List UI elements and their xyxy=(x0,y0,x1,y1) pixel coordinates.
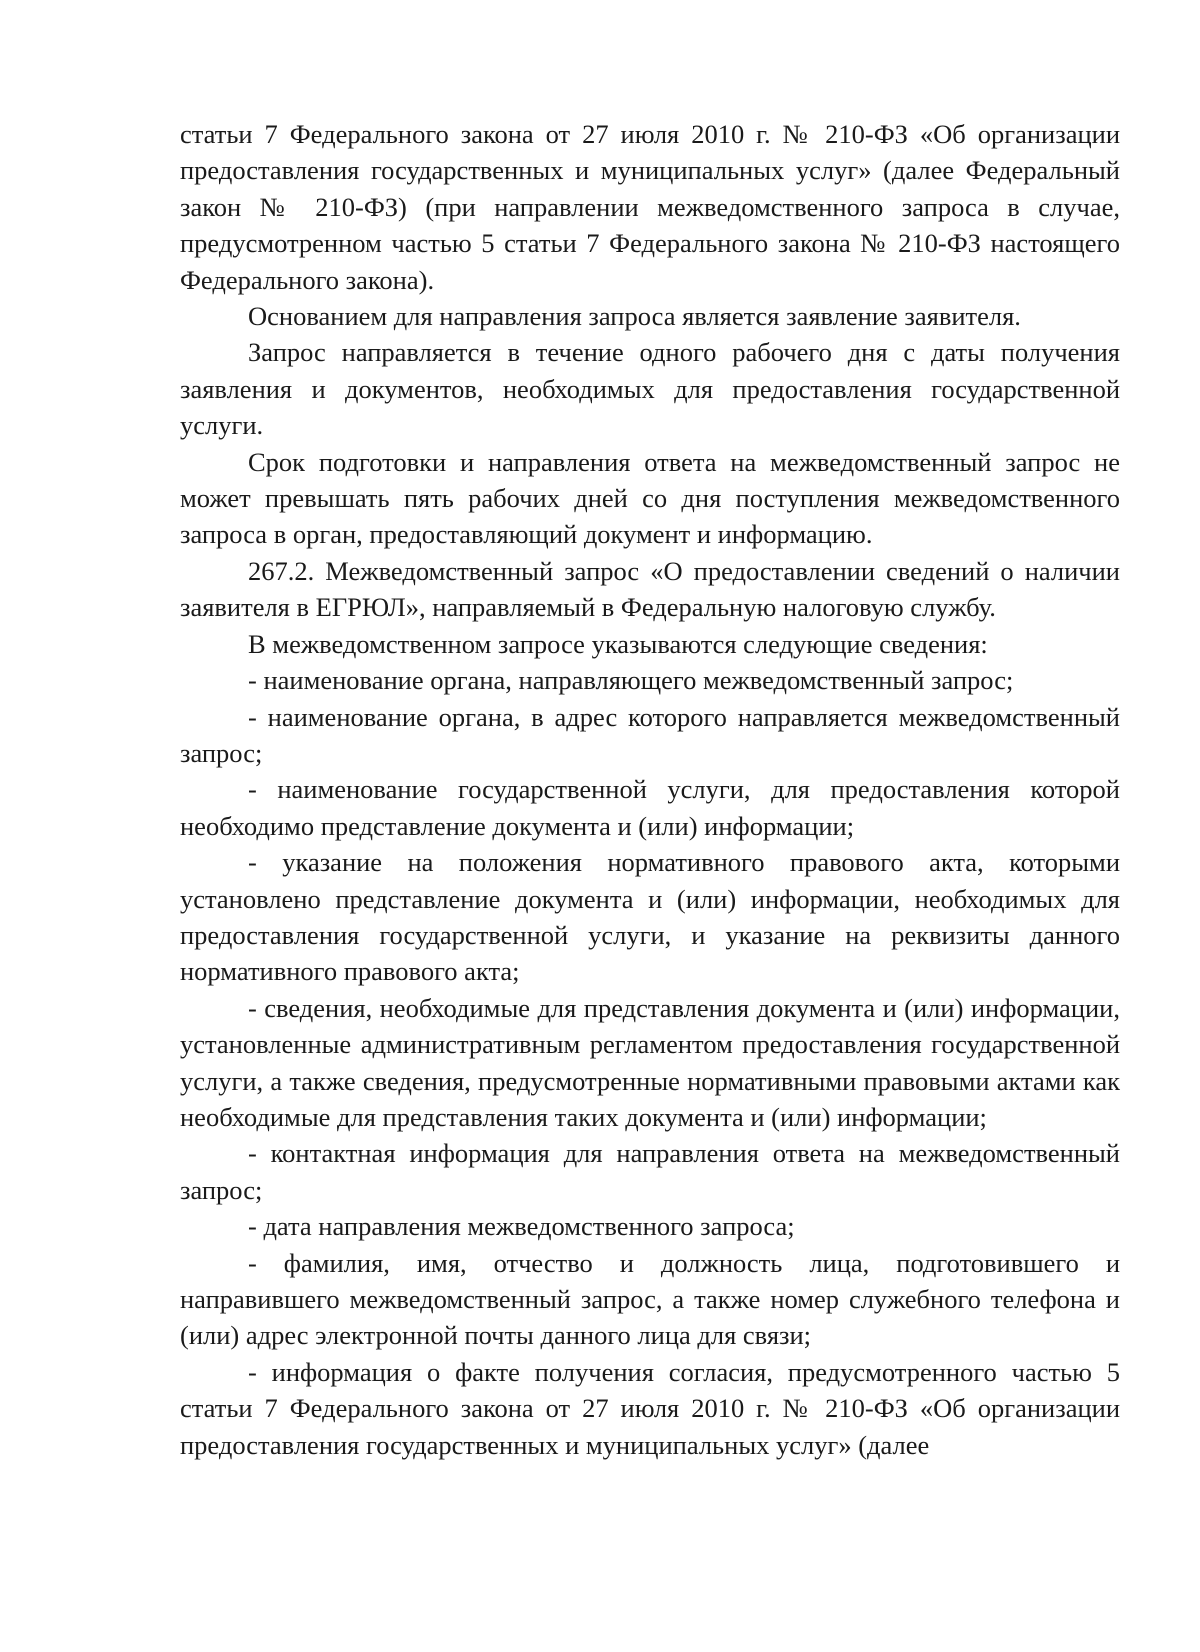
paragraph-request-timing: Запрос направляется в течение одного рабочего дня с даты получения заявления и документов, необходимых для предоставления государственной услуги. xyxy=(180,337,1120,441)
list-item-contact-information: - контактная информация для направления ответа на межведомственный запрос; xyxy=(180,1138,1120,1205)
paragraph-request-basis: Основанием для направления запроса является заявление заявителя. xyxy=(248,301,1021,332)
paragraph-response-deadline: Срок подготовки и направления ответа на межведомственный запрос не может превышать пять рабочих дней со дня поступления межведомственного запроса в орган, предоставляющий документ и информацию. xyxy=(180,446,1120,550)
paragraph-continuation-article-7: статьи 7 Федерального закона от 27 июля 2010 г. № 210-ФЗ «Об организации предоставления государственных и муниципальных услуг» (далее Федеральный закон № 210-ФЗ) (при направлении межведомственного запроса в случае, предусмотренном частью 5 статьи 7 Федерального закона № 210-ФЗ настоящего Федерального закона). xyxy=(180,119,1120,295)
list-item-sending-body: - наименование органа, направляющего межведомственный запрос; xyxy=(248,665,1014,696)
list-item-request-date: - дата направления межведомственного запроса; xyxy=(248,1211,795,1242)
list-item-responsible-person: - фамилия, имя, отчество и должность лица, подготовившего и направившего межведомственный запрос, а также номер служебного телефона и (или) адрес электронной почты данного лица для связи; xyxy=(180,1247,1120,1351)
paragraph-section-267-2: 267.2. Межведомственный запрос «О предоставлении сведений о наличии заявителя в ЕГРЮЛ», направляемый в Федеральную налоговую службу. xyxy=(180,555,1120,623)
list-item-consent-information: - информация о факте получения согласия, предусмотренного частью 5 статьи 7 Федерального закона от 27 июля 2010 г. № 210-ФЗ «Об организации предоставления государственных и муниципальных услуг» (далее xyxy=(180,1356,1120,1460)
paragraph-request-contents-intro: В межведомственном запросе указываются следующие сведения: xyxy=(248,628,988,659)
list-item-legal-act-reference: - указание на положения нормативного правового акта, которыми установлено представление документа и (или) информации, необходимых для предоставления государственной услуги, и указание на реквизиты данного нормативного правового акта; xyxy=(180,847,1120,987)
list-item-required-information: - сведения, необходимые для представления документа и (или) информации, установленные административным регламентом предоставления государственной услуги, а также сведения, предусмотренные нормативными правовыми актами как необходимые для представления таких документа и (или) информации; xyxy=(180,992,1120,1132)
document-body xyxy=(180,116,1120,1463)
list-item-recipient-body: - наименование органа, в адрес которого направляется межведомственный запрос; xyxy=(180,701,1120,768)
list-item-service-name: - наименование государственной услуги, для предоставления которой необходимо представление документа и (или) информации; xyxy=(180,774,1120,841)
